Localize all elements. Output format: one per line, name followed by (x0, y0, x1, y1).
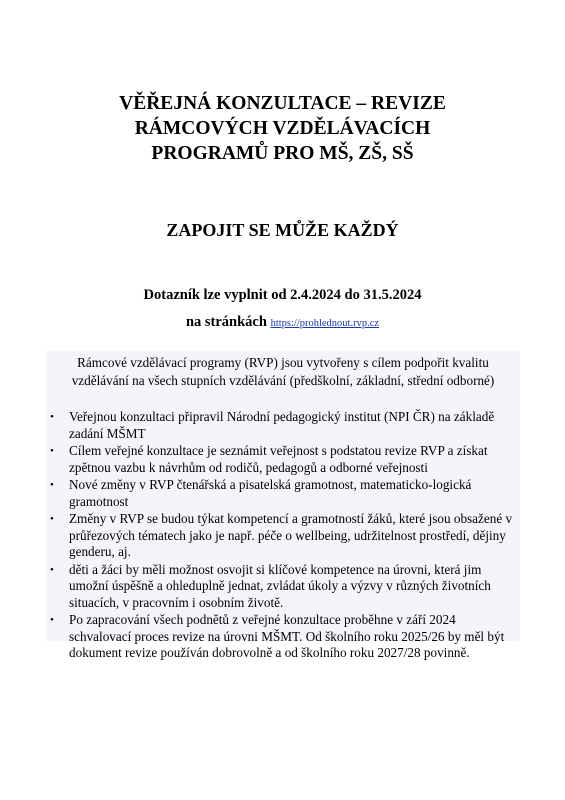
list-item (47, 511, 517, 561)
list-item (47, 477, 517, 510)
bullet-list (47, 409, 517, 663)
title-line: RÁMCOVÝCH VZDĚLÁVACÍCH (134, 118, 431, 139)
bullet-icon: • (50, 411, 54, 423)
list-item-text: Cílem veřejné konzultace je seznámit veřejnost s podstatou revize RVP a získat zpětnou vazbu k návrhům od rodičů, pedagogů a odborné veřejnosti (69, 443, 488, 475)
intro-line: vzdělávání na všech stupních vzdělávání (předškolní, základní, střední odborné) (71, 373, 495, 388)
bullet-icon: • (50, 513, 54, 525)
website-link[interactable]: https://prohlednout.rvp.cz (270, 318, 380, 329)
list-item (47, 409, 517, 442)
list-item (47, 562, 517, 612)
bullet-icon: • (50, 479, 54, 491)
bullet-icon: • (50, 614, 54, 626)
questionnaire-dates: Dotazník lze vyplnit od 2.4.2024 do 31.5.2024 (143, 287, 422, 303)
list-item (47, 612, 517, 662)
list-item-text: Po zapracování všech podnětů z veřejné konzultace proběhne v září 2024 schvalovací proces revize na úrovni MŠMT. Od školního roku 2025/26 by měl být dokument revize používán dobrovolně a od školního roku 2027/28 povinně. (69, 612, 505, 660)
website-label: na stránkách (185, 314, 267, 330)
bullet-icon: • (50, 445, 54, 457)
website-line (0, 313, 565, 333)
list-item-text: Nové změny v RVP čtenářská a pisatelská gramotnost, matematicko-logická gramotnost (69, 477, 472, 509)
subtitle: ZAPOJIT SE MŮŽE KAŽDÝ (166, 220, 399, 240)
list-item-text: Změny v RVP se budou týkat kompetencí a gramotností žáků, které jsou obsažené v průřezových tématech jako je např. péče o wellbeing, udržitelnost prostředí, dějiny genderu, aj. (69, 511, 513, 559)
list-item (47, 443, 517, 476)
list-item-text: Veřejnou konzultaci připravil Národní pedagogický institut (NPI ČR) na základě zadání MŠMT (69, 409, 495, 441)
page-title (0, 91, 565, 166)
list-item-text: děti a žáci by měli možnost osvojit si klíčové kompetence na úrovni, která jim umožní úspěšně a ohleduplně jednat, zvládat úkoly a výzvy v různých životních situacích, v pracovním i osobním životě. (69, 561, 491, 610)
bullet-icon: • (50, 563, 54, 576)
title-line: VĚŘEJNÁ KONZULTACE – REVIZE (119, 93, 446, 114)
intro-paragraph (60, 354, 506, 390)
intro-line: Rámcové vzdělávací programy (RVP) jsou vytvořeny s cílem podpořit kvalitu (77, 355, 489, 370)
title-line: PROGRAMŮ PRO MŠ, ZŠ, SŠ (151, 143, 414, 164)
